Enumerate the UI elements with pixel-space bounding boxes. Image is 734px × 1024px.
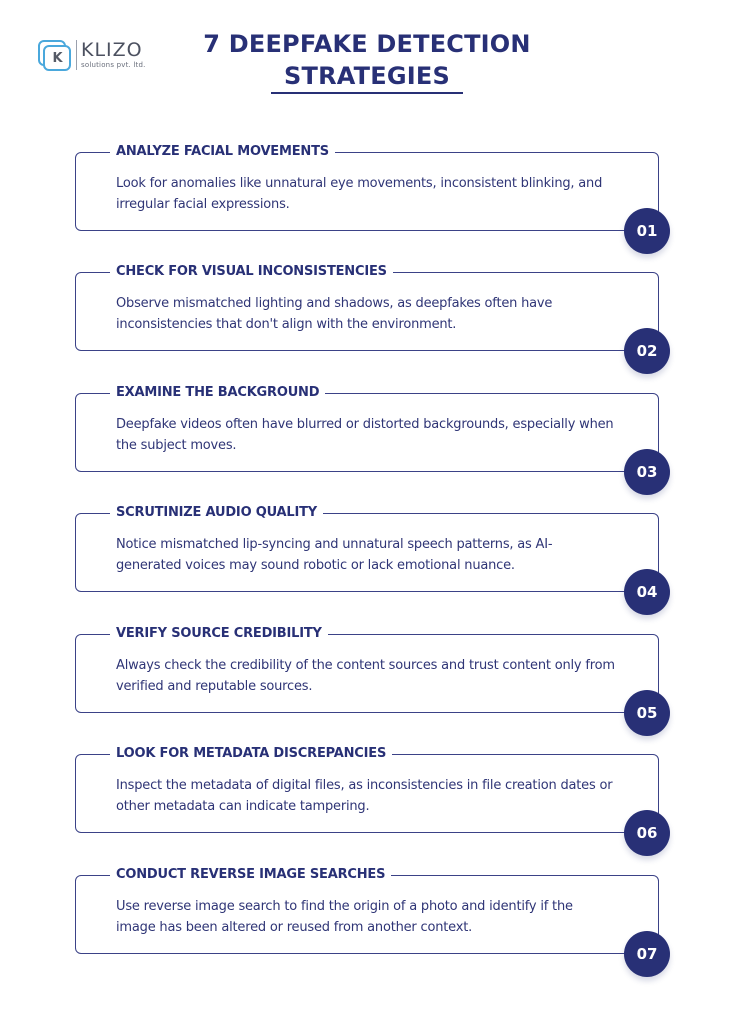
strategy-card-5 — [75, 626, 659, 722]
strategy-number-badge: 01 — [624, 208, 670, 254]
strategy-title: VERIFY SOURCE CREDIBILITY — [110, 626, 328, 642]
logo-name: KLIZO — [81, 39, 143, 61]
strategy-number-badge: 03 — [624, 449, 670, 495]
strategy-number-badge: 02 — [624, 328, 670, 374]
strategy-number-badge: 05 — [624, 690, 670, 736]
strategy-number-badge: 07 — [624, 931, 670, 977]
strategy-description: Notice mismatched lip-syncing and unnatural speech patterns, as AI-generated voices may sound robotic or lack emotional nuance. — [116, 537, 553, 573]
page-title-line1: 7 DEEPFAKE DETECTION — [203, 30, 531, 58]
logo-divider — [76, 40, 77, 70]
strategy-card-2 — [75, 264, 659, 360]
strategy-title: ANALYZE FACIAL MOVEMENTS — [110, 144, 335, 160]
strategy-description: Deepfake videos often have blurred or distorted backgrounds, especially when the subject moves. — [116, 417, 614, 453]
strategy-description: Look for anomalies like unnatural eye movements, inconsistent blinking, and irregular facial expressions. — [116, 176, 603, 212]
strategy-title: LOOK FOR METADATA DISCREPANCIES — [110, 746, 392, 762]
strategy-description: Use reverse image search to find the origin of a photo and identify if the image has been altered or reused from another context. — [116, 899, 573, 935]
logo-text — [81, 41, 146, 69]
strategy-description: Inspect the metadata of digital files, as inconsistencies in file creation dates or other metadata can indicate tampering. — [116, 778, 613, 814]
klizo-logo-icon: K — [38, 40, 70, 70]
strategy-card-3 — [75, 385, 659, 481]
logo-tagline: solutions pvt. ltd. — [81, 61, 146, 69]
strategy-card-4 — [75, 505, 659, 601]
strategy-title: EXAMINE THE BACKGROUND — [110, 385, 325, 401]
strategy-description: Always check the credibility of the content sources and trust content only from verified and reputable sources. — [116, 658, 615, 694]
strategy-card-6 — [75, 746, 659, 842]
strategy-title: CHECK FOR VISUAL INCONSISTENCIES — [110, 264, 393, 280]
strategy-card-1 — [75, 144, 659, 240]
strategy-title: SCRUTINIZE AUDIO QUALITY — [110, 505, 323, 521]
title-underline — [271, 92, 463, 94]
strategy-number-badge: 04 — [624, 569, 670, 615]
strategy-number-badge: 06 — [624, 810, 670, 856]
strategy-description: Observe mismatched lighting and shadows, as deepfakes often have inconsistencies that don't align with the environment. — [116, 296, 553, 332]
strategy-card-7 — [75, 867, 659, 963]
page-title — [150, 28, 584, 92]
strategy-title: CONDUCT REVERSE IMAGE SEARCHES — [110, 867, 391, 883]
page-title-line2: STRATEGIES — [284, 62, 450, 90]
company-logo — [38, 40, 146, 70]
